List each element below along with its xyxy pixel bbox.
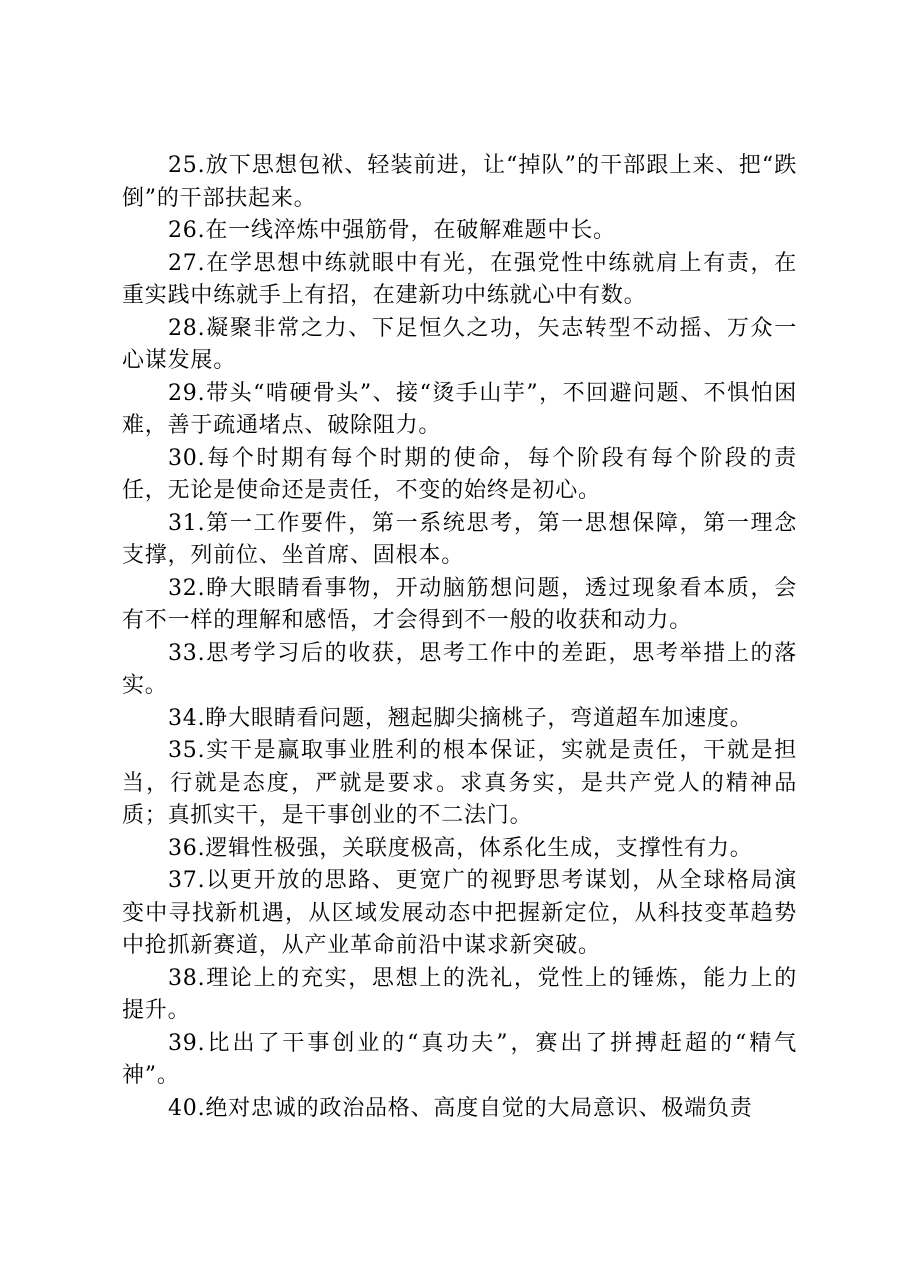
document-body bbox=[122, 150, 797, 1125]
paragraph-38: 38.理论上的充实，思想上的洗礼，党性上的锤炼，能力上的提升。 bbox=[122, 965, 797, 1023]
paragraph-40: 40.绝对忠诚的政治品格、高度自觉的大局意识、极端负责 bbox=[168, 1095, 753, 1121]
paragraph-34: 34.睁大眼睛看问题，翘起脚尖摘桃子，弯道超车加速度。 bbox=[168, 705, 753, 731]
paragraph-32: 32.睁大眼睛看事物，开动脑筋想问题，透过现象看本质，会有不一样的理解和感悟，才会得到不一般的收获和动力。 bbox=[122, 575, 797, 633]
paragraph-30: 30.每个时期有每个时期的使命，每个阶段有每个阶段的责任，无论是使命还是责任，不变的始终是初心。 bbox=[122, 445, 797, 503]
paragraph-27: 27.在学思想中练就眼中有光，在强党性中练就肩上有责，在重实践中练就手上有招，在建新功中练就心中有数。 bbox=[122, 250, 797, 308]
paragraph-35: 35.实干是赢取事业胜利的根本保证，实就是责任，干就是担当，行就是态度，严就是要求。求真务实，是共产党人的精神品质；真抓实干，是干事创业的不二法门。 bbox=[122, 738, 797, 828]
paragraph-29: 29.带头“啃硬骨头”、接“烫手山芋”，不回避问题、不惧怕困难，善于疏通堵点、破除阻力。 bbox=[122, 380, 797, 438]
paragraph-28: 28.凝聚非常之力、下足恒久之功，矢志转型不动摇、万众一心谋发展。 bbox=[122, 315, 797, 373]
paragraph-26: 26.在一线淬炼中强筋骨，在破解难题中长。 bbox=[168, 218, 616, 243]
paragraph-25: 25.放下思想包袱、轻装前进，让“掉队”的干部跟上来、把“跌倒”的干部扶起来。 bbox=[122, 153, 797, 211]
paragraph-33: 33.思考学习后的收获，思考工作中的差距，思考举措上的落实。 bbox=[122, 640, 797, 698]
paragraph-37: 37.以更开放的思路、更宽广的视野思考谋划，从全球格局演变中寻找新机遇，从区域发展动态中把握新定位，从科技变革趋势中抢抓新赛道，从产业革命前沿中谋求新突破。 bbox=[122, 868, 797, 958]
paragraph-36: 36.逻辑性极强，关联度极高，体系化生成，支撑性有力。 bbox=[168, 835, 753, 861]
paragraph-31: 31.第一工作要件，第一系统思考，第一思想保障，第一理念支撑，列前位、坐首席、固根本。 bbox=[122, 510, 797, 568]
paragraph-39: 39.比出了干事创业的“真功夫”，赛出了拼搏赶超的“精气神”。 bbox=[122, 1030, 797, 1088]
